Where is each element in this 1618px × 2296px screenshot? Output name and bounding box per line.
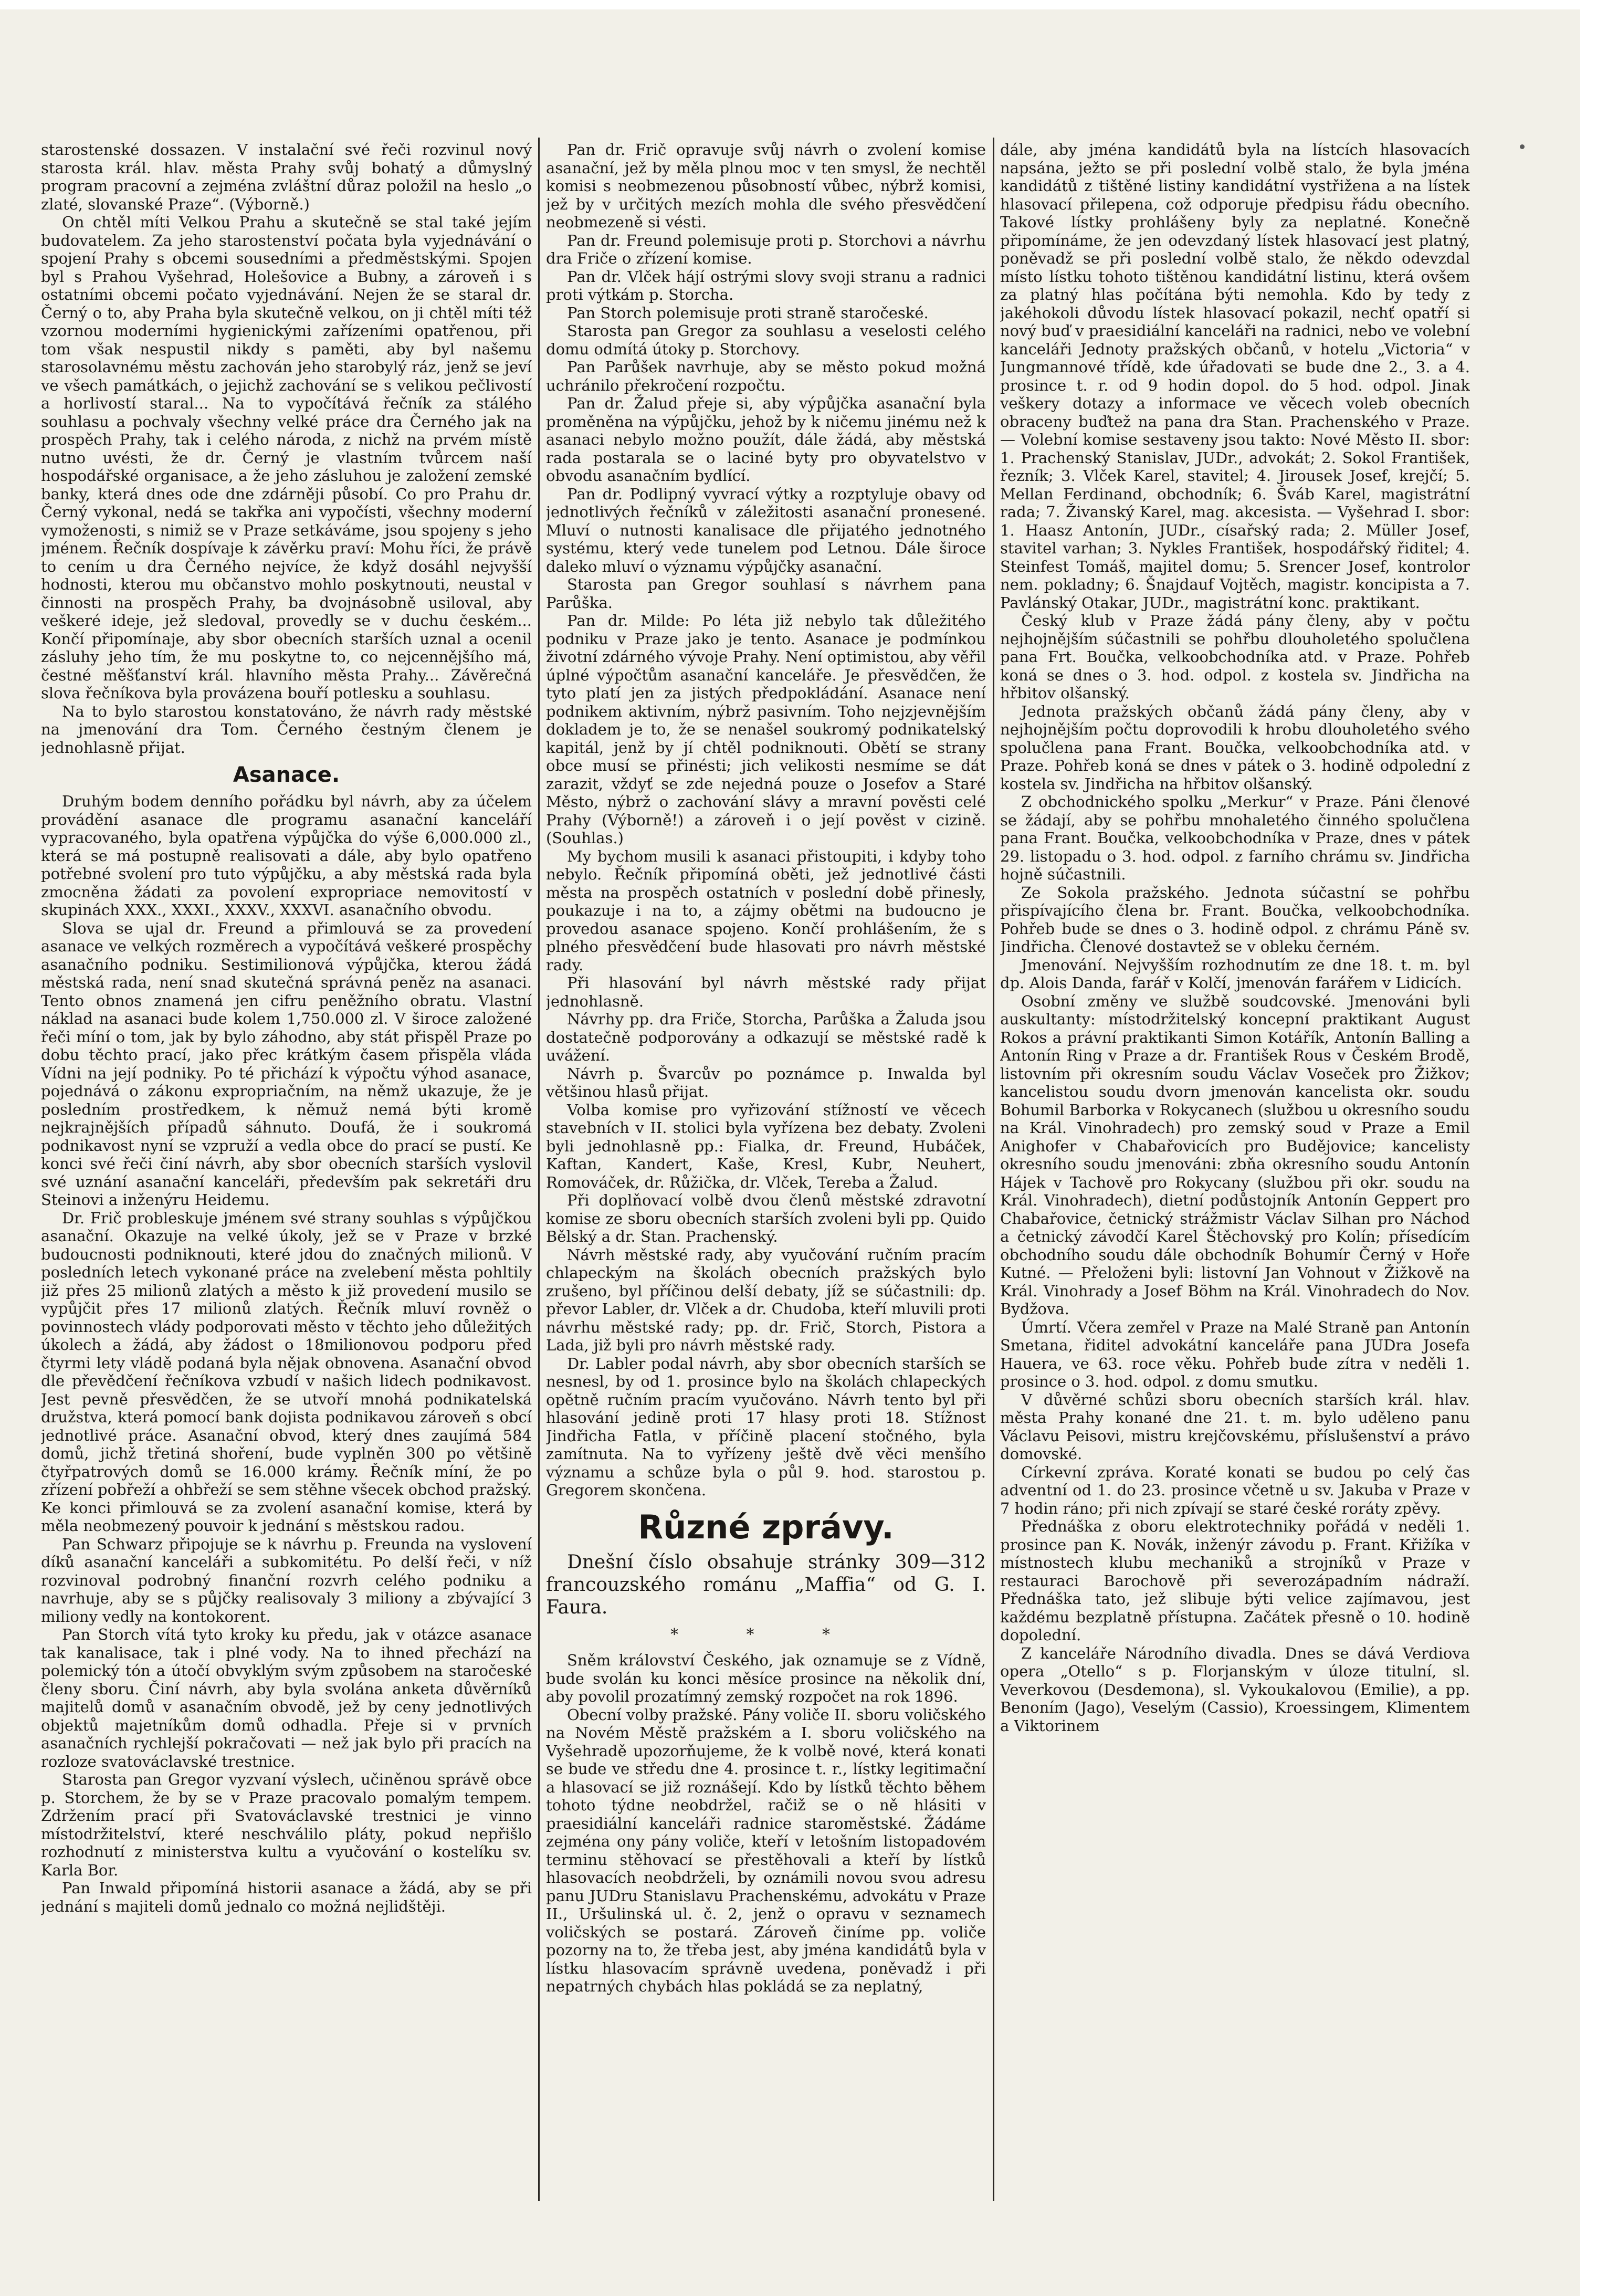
- news-item: Osobní změny ve službě soudcovské. Jmenováni byli auskultanty: místodržitelský koncepní praktikant August Rokos a právní praktikanti Simon Kotářík, Antonín Balling a Antonín Ring v Praze a dr. František Rous v Českém Brodě, listovním při okresním soudu Václav Voseček pro Žižkov; kancelistou soudu dvorn jmenován kancelista okr. soudu Bohumil Barborka v Rokycanech (službou u okresního soudu na Král. Vinohradech) pro zemský soud v Praze a Emil Anighofer v Chabařovicích pro Budějovice; kancelisty okresního soudu jmenováni: zbňa okresního soudu Antonín Hájek v Tachově pro Rokycany (službou při okr. soudu na Král. Vinohradech), dietní podůstojník Antonín Geppert pro Chabařovice, četnický strážmistr Václav Silhan pro Náchod a četnický závodčí Karel Štěchovský pro Kolín; přísedícím obchodního soudu dále obchodník Bohumír Černý v Hoře Kutné. — Přeloženi byli: listovní Jan Vohnout v Žižkově na Král. Vinohrady a Josef Böhm na Král. Vinohradech do Nov. Bydžova.: [1000, 992, 1470, 1318]
- article-paragraph: Druhým bodem denního pořádku byl návrh, aby za účelem provádění asanace dle programu asanační kanceláří vypracovaného, byla opatřena výpůjčka do výše 6,000.000 zl., která se má postupně realisovati a dále, aby bylo opatřeno potřebné svolení pro tuto výpůjčku, a aby městská rada byla zmocněna žádati za povolení expropriace nemovitostí v skupinách XXX., XXXI., XXXV., XXXVI. asanačního obvodu.: [41, 792, 532, 919]
- right-margin: [1580, 0, 1618, 2296]
- article-paragraph: Pan dr. Frič opravuje svůj návrh o zvolení komise asanační, jež by měla plnou moc v ten smysl, že nechtěl komisi s neobmezenou působností vůbec, nýbrž komisi, jež by v určitých mezích mohla dle svého přesvědčení neobmezeně si vésti.: [546, 141, 986, 231]
- news-item: Z kanceláře Národního divadla. Dnes se dává Verdiova opera „Otello“ s p. Florjanským v úloze titulní, sl. Veverkovou (Desdemona), sl. Vykoukalovou (Emilie), a pp. Benoním (Jago), Veselým (Cassio), Kroessingem, Klimentem a Viktorinem: [1000, 1644, 1470, 1735]
- article-paragraph: Pan Inwald připomíná historii asanace a žádá, aby se při jednání s majiteli domů jednalo co možná nejlidštěji.: [41, 1879, 532, 1915]
- article-paragraph: Návrh městské rady, aby vyučování ručním pracím chlapeckým na školách obecních pražských bylo zrušeno, byl příčinou delší debaty, jíž se súčastnili: dp. převor Labler, dr. Vlček a dr. Chudoba, kteří mluvili proti návrhu městské rady; pp. dr. Frič, Storch, Pistora a Lada, již byli pro návrh městské rady.: [546, 1245, 986, 1354]
- news-item: Obecní volby pražské. Pány voliče II. sboru voličského na Novém Městě pražském a I. sboru voličského na Vyšehradě upozorňujeme, že k volbě nové, která konati se bude ve středu dne 4. prosince t. r., lístky legitimační a hlasovací se již roznášejí. Kdo by lístků těchto během tohoto týdne neobdržel, račiž se o ně hlásiti v praesidiální kanceláři radnice staroměstské. Žádáme zejména ony pány voliče, kteří v letošním listopadovém terminu stěhovací se přestěhovali a kteří by lístků hlasovacích neobdrželi, by oznámili novou svou adresu panu JUDru Stanislavu Prachenskému, advokátu v Praze II., Uršulinská ul. č. 2, jenž o opravu v seznamech voličských se postará. Zároveň činíme pp. voliče pozorny na to, že třeba jest, aby jména kandidátů byla v lístku hlasovacím správně uvedena, poněvadž i při nepatrných chybách hlas pokládá se za neplatný,: [546, 1705, 986, 1995]
- article-paragraph: Pan dr. Freund polemisuje proti p. Storchovi a návrhu dra Friče o zřízení komise.: [546, 231, 986, 267]
- article-paragraph: Pan Parůšek navrhuje, aby se město pokud možná uchránilo překročení rozpočtu.: [546, 358, 986, 394]
- column-rule: [993, 138, 994, 2201]
- news-item: dále, aby jména kandidátů byla na lístcích hlasovacích napsána, ježto se při poslední volbě stalo, že byla jména kandidátů z tištěné listiny kandidátní vystřižena a na lístek hlasovací přilepena, což odporuje předpisu řádu obecního. Takové lístky prohlášeny byly za neplatné. Konečně připomínáme, že jen odevzdaný lístek hlasovací jest platný, poněvadž se při poslední volbě stalo, že někdo odevzdal místo lístku tohoto tištěnou kandidátní listinu, která ovšem za platný hlas počítána býti nemohla. Kdo by tedy z jakéhokoli důvodu lístek hlasovací pokazil, nechť opatří si nový buď v praesidiální kanceláři na radnici, nebo ve volební kanceláři Jednoty pražských občanů, v hotelu „Victoria“ v Jungmannové třídě, kde úřadovati se bude dne 2., 3. a 4. prosince t. r. od 9 hodin dopol. do 5 hod. odpol. Jinak veškery dotazy a informace ve věcech voleb obecních obraceny buďtež na pana dra Stan. Prachenského v Praze. — Volební komise sestaveny jsou takto: Nové Město II. sbor: 1. Prachenský Stanislav, JUDr., advokát; 2. Sokol František, řezník; 3. Vlček Karel, stavitel; 4. Jirousek Josef, krejčí; 5. Mellan Ferdinand, obchodník; 6. Šváb Karel, magistrátní rada; 7. Živanský Karel, mag. akcesista. — Vyšehrad I. sbor: 1. Haasz Antonín, JUDr., císařský rada; 2. Müller Josef, stavitel varhan; 3. Nykles František, hospodářský řiditel; 4. Steinfest Tomáš, majitel domu; 5. Srencer Josef, kontrolor nem. pokladny; 6. Šnajdauf Vojtěch, magistr. koncipista a 7. Pavlánský Otakar, JUDr., magistrátní konc. praktikant.: [1000, 141, 1470, 612]
- top-margin: [0, 0, 1618, 9]
- article-paragraph: Pan Storch polemisuje proti straně staročeské.: [567, 303, 929, 322]
- article-paragraph: Dr. Labler podal návrh, aby sbor obecních starších se nesnesl, by od 1. prosince bylo na školách chlapeckých opětně ručním pracím vyučováno. Návrh tento byl při hlasování jedině proti 17 hlasy proti 18. Stížnost Jindřicha Fatla, v příčině placení stočného, byla zamítnuta. Na to vyřízeny ještě dvě věci menšího významu a schůze byla o půl 9. hod. starostou p. Gregorem skončena.: [546, 1354, 986, 1499]
- section-heading-ruzne-zpravy: Různé zprávy.: [638, 1507, 894, 1546]
- article-paragraph: Pan dr. Podlipný vyvrací výtky a rozptyluje obavy od jednotlivých řečníků v záležitosti asanační pronesené. Mluví o nutnosti kanalisace dle přijatého jednotného systému, který vede tunelem pod Letnou. Dále široce daleko mluví o významu výpůjčky asanační.: [546, 485, 986, 575]
- news-item: Církevní zpráva. Koraté konati se budou po celý čas adventní od 1. do 23. prosince včetně u sv. Jakuba v Praze v 7 hodin ráno; při nich zpívají se staré české roráty zpěvy.: [1000, 1463, 1470, 1517]
- article-paragraph: Dr. Frič probleskuje jménem své strany souhlas s výpůjčkou asanační. Okazuje na velké úkoly, jež se v Praze v brzké budoucnosti podniknouti, které jdou do značných milionů. V posledních letech vykonané práce na zvelebení města pohltily již přes 25 milionů zlatých a město k již provedení musilo se vypůjčit přes 17 milionů zlatých. Řečník mluví rovněž o povinnostech vlády podporovati město v těchto jeho důležitých úkolech a žádá, aby žádost o 18milionovou podporu před čtyrmi lety vládě podaná byla nějak obnovena. Asanační obvod dle převědčení řečníkova vzbudí v našich lidech podnikavost. Jest pevně přesvědčen, že se utvoří mnohá podnikatelská družstva, která pomocí bank dojista podnikavou zároveň s obcí jednotlivé práce. Asanační obvod, který dnes zaujímá 584 domů, jichž třetiná shoření, bude vyplněn 300 po většině čtyřpatrových domů se 16.000 krámy. Řečník míní, že po zřízení pobřeží a ohbřeží se sem stěhne všecek obchod pražský. Ke konci přimlouvá se za zvolení asanační komise, která by měla neobmezený pouvoir k jednání s městskou radou.: [41, 1209, 532, 1535]
- article-paragraph: Starosta pan Gregor souhlasí s návrhem pana Parůška.: [546, 575, 986, 612]
- article-paragraph: My bychom musili k asanaci přistoupiti, i kdyby toho nebylo. Řečník připomíná oběti, jež jednotlivé části města na prospěch ostatních v poslední době přinesly, poukazuje i na to, a zájmy obětmi na budoucno je provedou asanace spojeno. Končí prohlášením, že s plného přesvědčení bude hlasovati pro návrh městské rady.: [546, 847, 986, 974]
- article-paragraph: Návrh p. Švarcův po poznámce p. Inwalda byl většinou hlasů přijat.: [546, 1064, 986, 1100]
- article-paragraph: Na to bylo starostou konstatováno, že návrh rady městské na jmenování dra Tom. Černého čestným členem je jednohlasně přijat.: [41, 702, 532, 757]
- section-heading-asanace: Asanace.: [233, 763, 340, 787]
- article-paragraph: Starosta pan Gregor vyzvaní výslech, učiněnou správě obce p. Storchem, že by se v Praze pracovalo pomalým tempem. Zdržením prací při Svatováclavské trestnici je vinno místodržitelství, které neschválilo pláty, pokud nepřišlo rozhodnutí z ministerstva kultu a vyučování o kostelíku sv. Karla Bor.: [41, 1770, 532, 1879]
- article-paragraph: On chtěl míti Velkou Prahu a skutečně se stal také jejím budovatelem. Za jeho starostenství počata byla vyjednávání o spojení Prahy s obcemi sousedními a předměstskými. Spojen byl s Prahou Vyšehrad, Holešovice a Bubny, a zároveň i s ostatními obcemi počato vyjednávání. Nejen že se staral dr. Černý o to, aby Praha byla skutečně velkou, on ji chtěl míti též vzornou moderními hygienickými zařízeními opatřenou, při tom však nespustil nikdy s paměti, aby byl našemu starosolavnému městu zachován jeho starobylý ráz, jenž se jeví ve všech památkách, o jejichž zachování se s velikou pečlivostí a horlivostí staral... Na to vypočítává řečník za stálého souhlasu a pochvaly všechny velké práce dra Černého jak na prospěch Prahy, tak i celého národa, z nichž na prvém místě nutno uvésti, že dr. Černý je vlastním tvůrcem naší hospodářské organisace, a že jeho zásluhou je založení zemské banky, která dnes ode dne zdárněji působí. Co pro Prahu dr. Černý vykonal, nedá se takřka ani vypočísti, všechny moderní vymoženosti, s nimiž se v Praze setkáváme, jsou spojeny s jeho jménem. Řečník dospívaje k závěrku praví: Mohu říci, že právě to cením u dra Černého nejvíce, že když dosáhl nejvyšší hodnosti, kterou mu občanstvo mohlo poskytnouti, neustal v činnosti na prospěch Prahy, ba dvojnásobně usiloval, aby veškeré ideje, jež sledoval, provedly se v duchu českém... Končí připomínaje, aby sbor obecních starších uznal a ocenil zásluhy jeho tím, že mu poskytne to, co nejcennějšího má, čestné měšťanství král. hlavního města Prahy... Závěrečná slova řečníkova byla provázena bouří potlesku a souhlasu.: [41, 213, 532, 702]
- article-paragraph: Slova se ujal dr. Freund a přimlouvá se za provedení asanace ve velkých rozměrech a vypočítává veškeré prospěchy asanačního podniku. Sestimilionová výpůjčka, kterou žádá městská rada, není snad skutečná správná peněz na asanaci. Tento obnos znamená jen cifru peněžního obratu. Vlastní náklad na asanaci bude kolem 1,750.000 zl. V široce založené řeči míní o tom, jak by bylo záhodno, aby stát přispěl Praze po dobu těchto prací, jako přec krátkým časem přispěla vláda Vídni na její podniky. Po té přichází k výpočtu výhod asanace, pojednává o zákonu expropriačním, na němž ukazuje, že je posledním prostředkem, k němuž nemá býti kromě nejkrajnějších případů sáhnuto. Doufá, že i soukromá podnikavost nyní se vzpruží a vedla obce do prací se pustí. Ke konci své řeči činí návrh, aby sbor obecních starších vyslovil své uznání asanační kanceláři, především pak sekretáři dru Steinovi a inženýru Heidemu.: [41, 919, 532, 1209]
- column-3: [1000, 141, 1470, 2204]
- article-paragraph: Volba komise pro vyřizování stížností ve věcech stavebních v II. stolici byla vyřízena bez debaty. Zvoleni byli jednohlasně pp.: Fialka, dr. Freund, Hubáček, Kaftan, Kandert, Kaše, Kresl, Kubr, Neuhert, Romováček, dr. Růžička, dr. Vlček, Tereba a Žalud.: [546, 1100, 986, 1191]
- section-divider-stars: * * *: [670, 1625, 862, 1644]
- news-item: Ze Sokola pražského. Jednota súčastní se pohřbu přispívajícího člena br. Frant. Boučka, velkoobchodníka. Pohřeb bude se dnes o 3. hodině odpol. z chrámu Páně sv. Jindřicha. Členové dostavtež se v obleku černém.: [1000, 883, 1470, 956]
- article-paragraph: Pan dr. Milde: Po léta již nebylo tak důležitého podniku v Praze jako je tento. Asanace je podmínkou životní zdárného vývoje Prahy. Není optimistou, aby věřil úplné výpočtům asanační kanceláře. Je přesvědčen, že tyto platí jen za jistých předpokládání. Asanace není podnikem aktivním, nýbrž pasivním. Toho nejzjevnějším dokladem je to, že se nenašel soukromý podnikatelský kapitál, jenž by jí chtěl podniknouti. Obětí se strany obce musí se přinésti; jich velikosti nesmíme se dát zarazit, vždyť se zde nejedná pouze o Josefov a Staré Město, nýbrž o zachování slávy a mravní pověsti celé Prahy (Výborně!) a zároveň i o její pověst v cizině. (Souhlas.): [546, 612, 986, 847]
- article-paragraph: Pan dr. Žalud přeje si, aby výpůjčka asanační byla proměněna na výpůjčku, jehož by k ničemu jinému než k asanaci nebylo možno použít, dále žádá, aby městská rada postarala se o laciné byty pro obyvatelstvo v obvodu asanačním bydlící.: [546, 394, 986, 485]
- news-item: Z obchodnického spolku „Merkur“ v Praze. Páni členové se žádají, aby se pohřbu mnohaletého činného spolučlena pana Frant. Boučka, velkoobchodníka v Praze, dnes v pátek 29. listopadu o 3. hod. odpol. z farního chrámu sv. Jindřicha hojně súčastnili.: [1000, 793, 1470, 883]
- column-1: [41, 141, 532, 2204]
- news-item: Jednota pražských občanů žádá pány členy, aby v nejhojnějším počtu doprovodili k hrobu dlouholetého svého spolučlena pana Frant. Boučka, velkoobchodníka atd. v Praze. Pohřeb koná se dnes v pátek o 3. hodině odpolední z kostela sv. Jindřicha na hřbitov olšanský.: [1000, 702, 1470, 793]
- page-mark: [1520, 144, 1525, 149]
- column-rule: [538, 138, 540, 2201]
- news-item: Český klub v Praze žádá pány členy, aby v počtu nejhojnějším súčastnili se pohřbu dlouholetého spolučlena pana Frt. Boučka, velkoobchodníka atd. v Praze. Pohřeb koná se dnes o 3. hod. odpol. z kostela sv. Jindřicha na hřbitov olšanský.: [1000, 612, 1470, 702]
- article-paragraph: Pan Storch vítá tyto kroky ku předu, jak v otázce asanace tak kanalisace, tak i plné vody. Na to ihned přechází na polemický tón a útočí obvyklým svým způsobem na staročeské členy sboru. Činí návrh, aby byla svolána anketa důvěrníků majitelů domů v asanačním obvodě, jež by ceny jednotlivých objektů majetníkům domů odhadla. Přeje si v prvních asanačních rychlejší pokračovati — než jak bylo při pracích na rozloze svatováclavské trestnice.: [41, 1626, 532, 1770]
- news-item: Přednáška z oboru elektrotechniky pořádá v neděli 1. prosince pan K. Novák, inženýr závodu p. Frant. Křižíka v místnostech klubu mechaniků a strojníků v Praze v restauraci Barochově při severozápadním nádraží. Přednáška tato, jež slibuje býti velice zajímavou, jest každému bezplatně přístupna. Začátek přesně o 10. hodině dopolední.: [1000, 1517, 1470, 1644]
- article-paragraph: starostenské dossazen. V instalační své řeči rozvinul nový starosta král. hlav. města Prahy svůj bohatý a důmyslný program pracovní a zejména zvláštní důraz položil na heslo „o zlaté, slovanské Praze“. (Výborně.): [41, 141, 532, 213]
- news-item: Úmrtí. Včera zemřel v Praze na Malé Straně pan Antonín Smetana, řiditel advokátní kanceláře pana JUDra Josefa Hauera, ve 63. roce věku. Pohřeb bude zítra v neděli 1. prosince o 3. hod. odpol. z domu smutku.: [1000, 1318, 1470, 1390]
- article-paragraph: Starosta pan Gregor za souhlasu a veselosti celého domu odmítá útoky p. Storchovy.: [546, 322, 986, 358]
- lead-notice: Dnešní číslo obsahuje stránky 309—312 francouzského románu „Maffia“ od G. I. Faura.: [546, 1551, 986, 1618]
- news-item: Sněm království Českého, jak oznamuje se z Vídně, bude svolán ku konci měsíce prosince na několik dní, aby povolil prozatímný zemský rozpočet na rok 1896.: [546, 1651, 986, 1705]
- article-paragraph: Při doplňovací volbě dvou členů městské zdravotní komise ze sboru obecních starších zvoleni byli pp. Quido Bělský a dr. Stan. Prachenský.: [546, 1191, 986, 1245]
- news-item: Jmenování. Nejvyšším rozhodnutím ze dne 18. t. m. byl dp. Alois Danda, farář v Kolčí, jmenován farářem v Lidicích.: [1000, 956, 1470, 992]
- column-2: [546, 141, 986, 2204]
- article-paragraph: Pan Schwarz připojuje se k návrhu p. Freunda na vyslovení díků asanační kanceláři a subkomitétu. Po delší řeči, v níž rozvinoval podrobný finanční rozvrh celého podniku a navrhuje, aby se s půjčky realisovaly 3 miliony a zbývající 3 miliony vedly na kontokorent.: [41, 1535, 532, 1626]
- article-paragraph: Pan dr. Vlček hájí ostrými slovy svoji stranu a radnici proti výtkám p. Storcha.: [546, 267, 986, 303]
- article-paragraph: Při hlasování byl návrh městské rady přijat jednohlasně.: [546, 974, 986, 1010]
- news-item: V důvěrné schůzi sboru obecních starších král. hlav. města Prahy konané dne 21. t. m. bylo uděleno panu Václavu Peisovi, mistru krejčovskému, příslušenství a právo domovské.: [1000, 1390, 1470, 1463]
- article-paragraph: Návrhy pp. dra Friče, Storcha, Parůška a Žaluda jsou dostatečně podporovány a odkazují se městské radě k uvážení.: [546, 1010, 986, 1064]
